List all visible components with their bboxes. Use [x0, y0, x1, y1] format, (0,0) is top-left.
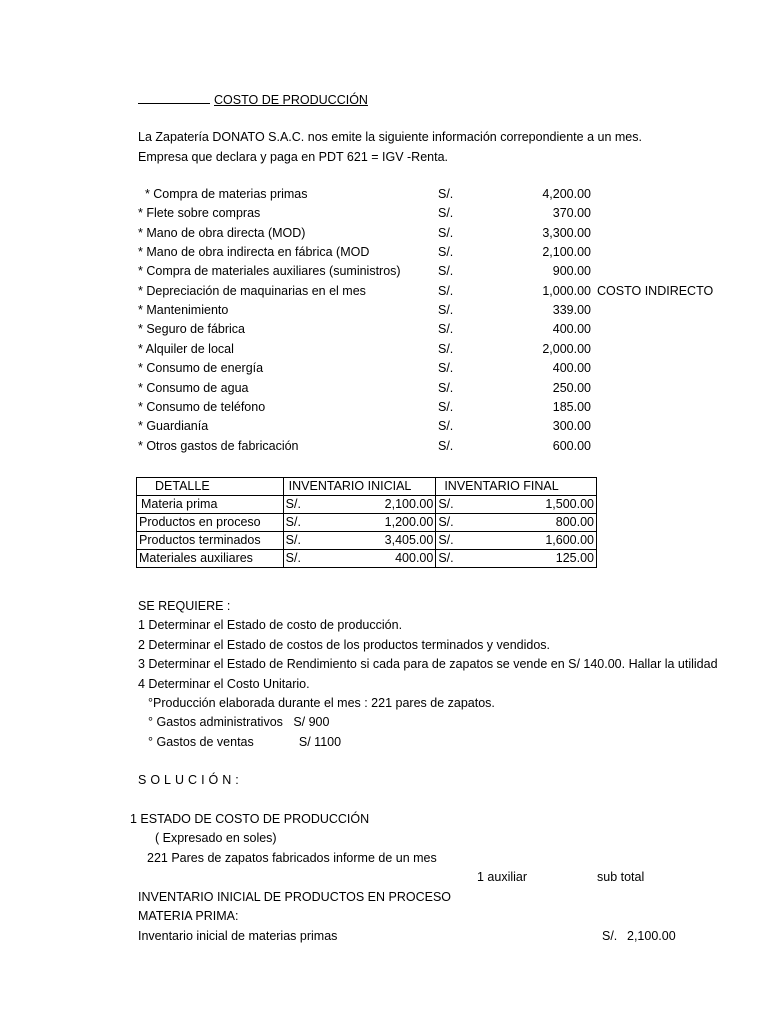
- detail-cell: Materia prima: [137, 496, 284, 514]
- cost-amount: 339.00: [552, 303, 591, 317]
- currency-cell: S/.: [283, 514, 317, 532]
- cost-currency: S/.: [438, 419, 454, 433]
- cost-currency: S/.: [438, 322, 454, 336]
- cost-currency: S/.: [438, 342, 454, 356]
- cost-row: [0, 322, 768, 338]
- cost-label: * Consumo de agua: [138, 381, 249, 395]
- requirements-heading: SE REQUIERE :: [138, 599, 231, 613]
- cost-currency: S/.: [438, 226, 454, 240]
- cost-label: * Otros gastos de fabricación: [138, 439, 299, 453]
- statement-line: INVENTARIO INICIAL DE PRODUCTOS EN PROCESO: [138, 890, 452, 904]
- cost-currency: S/.: [438, 245, 454, 259]
- cost-amount: 250.00: [552, 381, 591, 395]
- cost-amount: 3,300.00: [542, 226, 591, 240]
- statement-amount: 2,100.00: [627, 929, 676, 943]
- cost-label: * Mano de obra directa (MOD): [138, 226, 306, 240]
- cost-row: [0, 303, 768, 319]
- header-inventario-final: INVENTARIO FINAL: [436, 478, 597, 496]
- currency-cell: S/.: [283, 532, 317, 550]
- header-inventario-inicial: INVENTARIO INICIAL: [283, 478, 436, 496]
- cost-row: [0, 381, 768, 397]
- cost-row: [0, 361, 768, 377]
- currency-cell: S/.: [436, 514, 470, 532]
- cost-label: * Guardianía: [138, 419, 209, 433]
- cost-label: * Consumo de energía: [138, 361, 264, 375]
- column-aux: 1 auxiliar: [477, 870, 528, 884]
- cost-amount: 370.00: [552, 206, 591, 220]
- cost-label: * Alquiler de local: [138, 342, 234, 356]
- cost-row: [0, 264, 768, 280]
- inventory-header-row: [137, 478, 597, 496]
- requirement-item: 1 Determinar el Estado de costo de producción.: [138, 618, 403, 632]
- requirement-item: 2 Determinar el Estado de costos de los productos terminados y vendidos.: [138, 638, 551, 652]
- currency-cell: S/.: [436, 532, 470, 550]
- cost-currency: S/.: [438, 284, 454, 298]
- statement-expressed: ( Expresado en soles): [155, 831, 277, 845]
- cost-row: [0, 187, 768, 203]
- currency-cell: S/.: [283, 496, 317, 514]
- cost-currency: S/.: [438, 303, 454, 317]
- requirement-note: ° Gastos de ventas S/ 1100: [148, 735, 342, 749]
- cost-currency: S/.: [438, 187, 454, 201]
- intro-line-1: La Zapatería DONATO S.A.C. nos emite la siguiente información correpondiente a un mes.: [138, 130, 642, 144]
- detail-cell: Productos terminados: [137, 532, 284, 550]
- final-cell: 1,600.00: [470, 532, 597, 550]
- column-subtotal: sub total: [597, 870, 645, 884]
- final-cell: 1,500.00: [470, 496, 597, 514]
- table-row: [137, 514, 597, 532]
- initial-cell: 1,200.00: [317, 514, 436, 532]
- cost-label: * Seguro de fábrica: [138, 322, 246, 336]
- cost-amount: 400.00: [552, 322, 591, 336]
- cost-label: * Mano de obra indirecta en fábrica (MOD: [138, 245, 370, 259]
- table-row: [137, 550, 597, 568]
- detail-cell: Materiales auxiliares: [137, 550, 284, 568]
- final-cell: 125.00: [470, 550, 597, 568]
- cost-amount: 600.00: [552, 439, 591, 453]
- cost-amount: 4,200.00: [542, 187, 591, 201]
- initial-cell: 3,405.00: [317, 532, 436, 550]
- cost-row: [0, 439, 768, 455]
- cost-row: [0, 342, 768, 358]
- cost-row: [0, 284, 768, 300]
- title-underline: [138, 91, 210, 104]
- initial-cell: 400.00: [317, 550, 436, 568]
- currency-cell: S/.: [436, 496, 470, 514]
- cost-row: [0, 245, 768, 261]
- cost-currency: S/.: [438, 400, 454, 414]
- cost-label: * Compra de materias primas: [138, 187, 308, 201]
- cost-currency: S/.: [438, 264, 454, 278]
- cost-label: * Compra de materiales auxiliares (suministros): [138, 264, 401, 278]
- cost-currency: S/.: [438, 206, 454, 220]
- statement-pairs: 221 Pares de zapatos fabricados informe de un mes: [147, 851, 437, 865]
- cost-label: * Flete sobre compras: [138, 206, 261, 220]
- initial-cell: 2,100.00: [317, 496, 436, 514]
- requirement-note: ° Gastos administrativos S/ 900: [148, 715, 330, 729]
- cost-row: [0, 400, 768, 416]
- cost-note: COSTO INDIRECTO: [597, 284, 714, 298]
- cost-amount: 900.00: [552, 264, 591, 278]
- cost-amount: 400.00: [552, 361, 591, 375]
- currency-cell: S/.: [283, 550, 317, 568]
- table-row: [137, 496, 597, 514]
- detail-cell: Productos en proceso: [137, 514, 284, 532]
- intro-line-2: Empresa que declara y paga en PDT 621 = IGV -Renta.: [138, 150, 449, 164]
- requirement-note: °Producción elaborada durante el mes : 221 pares de zapatos.: [148, 696, 495, 710]
- cost-row: [0, 206, 768, 222]
- requirement-item: 4 Determinar el Costo Unitario.: [138, 677, 310, 691]
- cost-amount: 185.00: [552, 400, 591, 414]
- cost-currency: S/.: [438, 439, 454, 453]
- cost-row: [0, 419, 768, 435]
- cost-amount: 2,100.00: [542, 245, 591, 259]
- cost-currency: S/.: [438, 381, 454, 395]
- requirement-item: 3 Determinar el Estado de Rendimiento si cada para de zapatos se vende en S/ 140.00. Hallar la utilidad: [138, 657, 718, 671]
- cost-amount: 300.00: [552, 419, 591, 433]
- currency-cell: S/.: [436, 550, 470, 568]
- page-title: COSTO DE PRODUCCIÓN: [138, 91, 368, 108]
- statement-line: Inventario inicial de materias primas: [138, 929, 338, 943]
- inventory-table: [136, 477, 597, 568]
- cost-label: * Depreciación de maquinarias en el mes: [138, 284, 366, 298]
- cost-label: * Mantenimiento: [138, 303, 229, 317]
- final-cell: 800.00: [470, 514, 597, 532]
- cost-currency: S/.: [438, 361, 454, 375]
- cost-row: [0, 226, 768, 242]
- solution-heading: SOLUCIÓN:: [138, 773, 243, 787]
- statement-currency: S/.: [602, 929, 618, 943]
- statement-line: MATERIA PRIMA:: [138, 909, 239, 923]
- statement-title: 1 ESTADO DE COSTO DE PRODUCCIÓN: [130, 812, 370, 826]
- cost-label: * Consumo de teléfono: [138, 400, 266, 414]
- table-row: [137, 532, 597, 550]
- cost-amount: 2,000.00: [542, 342, 591, 356]
- header-detalle: DETALLE: [137, 478, 284, 496]
- cost-amount: 1,000.00: [542, 284, 591, 298]
